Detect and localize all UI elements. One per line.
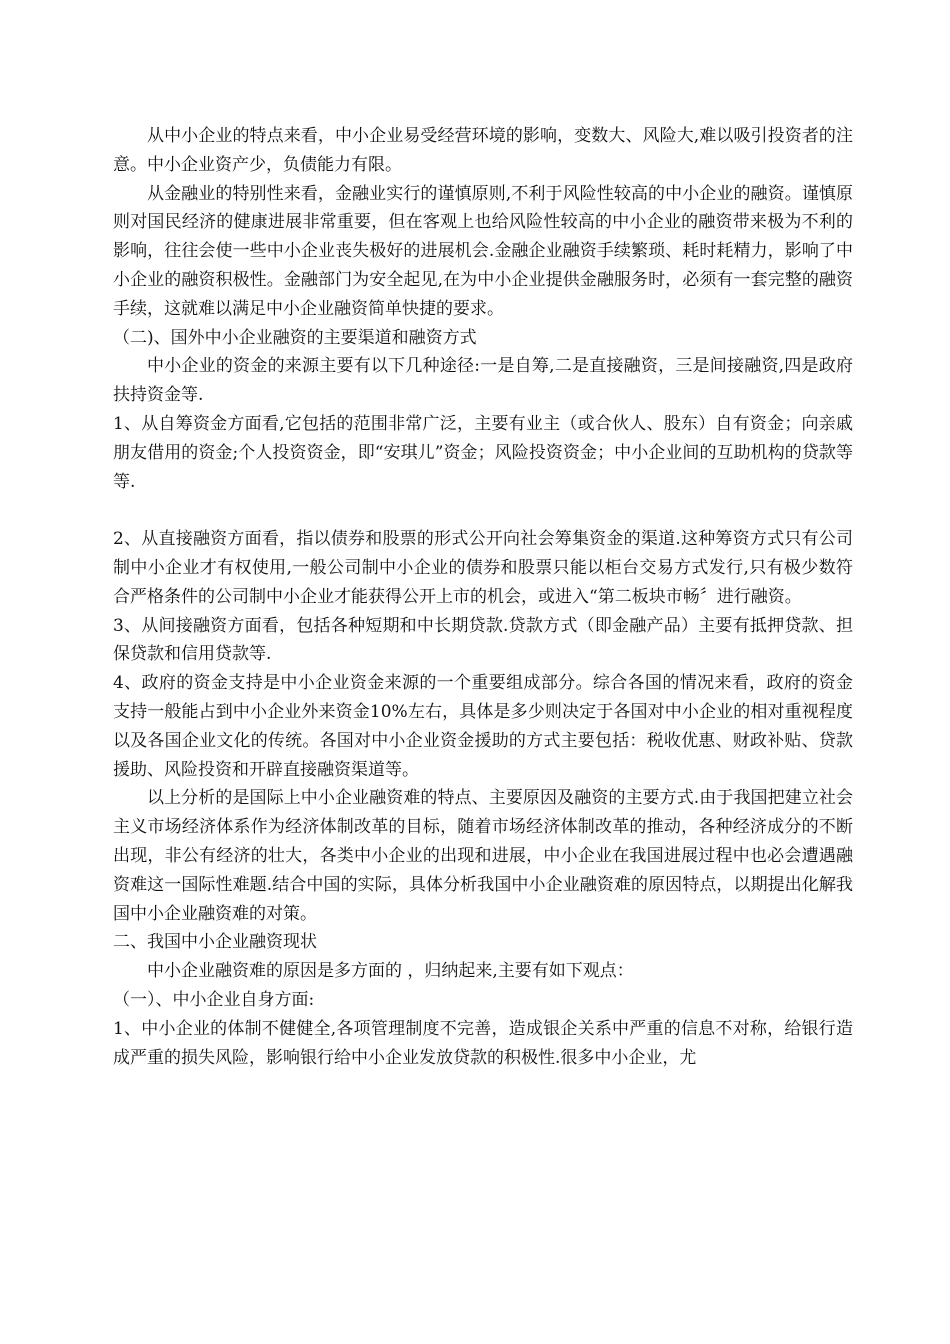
section-heading-foreign-financing: （二)、国外中小企业融资的主要渠道和融资方式 [113, 327, 477, 348]
paragraph-enterprise-system: 1、中小企业的体制不健健全,各项管理制度不完善，造成银企关系中严重的信息不对称，给银行造成严重的损失风险，影响银行给中小企业发放贷款的积极性.很多中小企业，尤 [113, 1018, 853, 1068]
paragraph-finance-prudence: 从金融业的特别性来看，金融业实行的谨慎原则,不利于风险性较高的中小企业的融资。谨慎原则对国民经济的健康进展非常重要，但在客观上也给风险性较高的中小企业的融资带来极为不利的影响，往往会使一些中小企业丧失极好的进展机会.金融企业融资手续繁琐、耗时耗精力，影响了中小企业的融资积极性。金融部门为安全起见,在为中小企业提供金融服务时，必须有一套完整的融资手续，这就难以满足中小企业融资简单快捷的要求。 [113, 183, 853, 319]
paragraph-funding-sources: 中小企业的资金的来源主要有以下几种途径:一是自筹,二是直接融资，三是间接融资,四是政府扶持资金等. [113, 356, 853, 406]
paragraph-direct-financing: 2、从直接融资方面看，指以债券和股票的形式公开向社会筹集资金的渠道.这种筹资方式只有公司制中小企业才有权使用,一般公司制中小企业的债券和股票只能以柜台交易方式发行,只有极少数符合严格条件的公司制中小企业才能获得公开上市的机会，或进入“第二板块市畅〞进行融资。 [113, 529, 853, 607]
paragraph-indirect-financing: 3、从间接融资方面看，包括各种短期和中长期贷款.贷款方式（即金融产品）主要有抵押贷款、担保贷款和信用贷款等. [113, 615, 853, 665]
document-body [113, 122, 853, 1072]
paragraph-government-support: 4、政府的资金支持是中小企业资金来源的一个重要组成部分。综合各国的情况来看，政府的资金支持一般能占到中小企业外来资金10%左右，具体是多少则决定于各国对中小企业的相对重视程度以及各国企业文化的传统。各国对中小企业资金援助的方式主要包括：税收优惠、财政补贴、贷款援助、风险投资和开辟直接融资渠道等。 [113, 673, 853, 780]
paragraph-self-financing: 1、从自筹资金方面看,它包括的范围非常广泛，主要有业主（或合伙人、股东）自有资金；向亲戚朋友借用的资金;个人投资资金，即“安琪儿”资金；风险投资资金；中小企业间的互助机构的贷款等等. [113, 413, 853, 492]
paragraph-sme-characteristics: 从中小企业的特点来看，中小企业易受经营环境的影响，变数大、风险大,难以吸引投资者的注意。中小企业资产少，负债能力有限。 [113, 126, 853, 175]
section-heading-domestic-status: 二、我国中小企业融资现状 [113, 932, 317, 953]
subsection-heading-enterprise-side: （一）、中小企业自身方面: [113, 989, 315, 1010]
paragraph-causes-intro: 中小企业融资难的原因是多方面的 ，归纳起来,主要有如下观点： [147, 961, 634, 982]
paragraph-analysis-summary: 以上分析的是国际上中小企业融资难的特点、主要原因及融资的主要方式.由于我国把建立社会主义市场经济体系作为经济体制改革的目标，随着市场经济体制改革的推动，各种经济成分的不断出现，非公有经济的壮大，各类中小企业的出现和进展，中小企业在我国进展过程中也必会遭遇融资难这一国际性难题.结合中国的实际，具体分析我国中小企业融资难的原因特点，以期提出化解我国中小企业融资难的对策。 [113, 788, 853, 924]
